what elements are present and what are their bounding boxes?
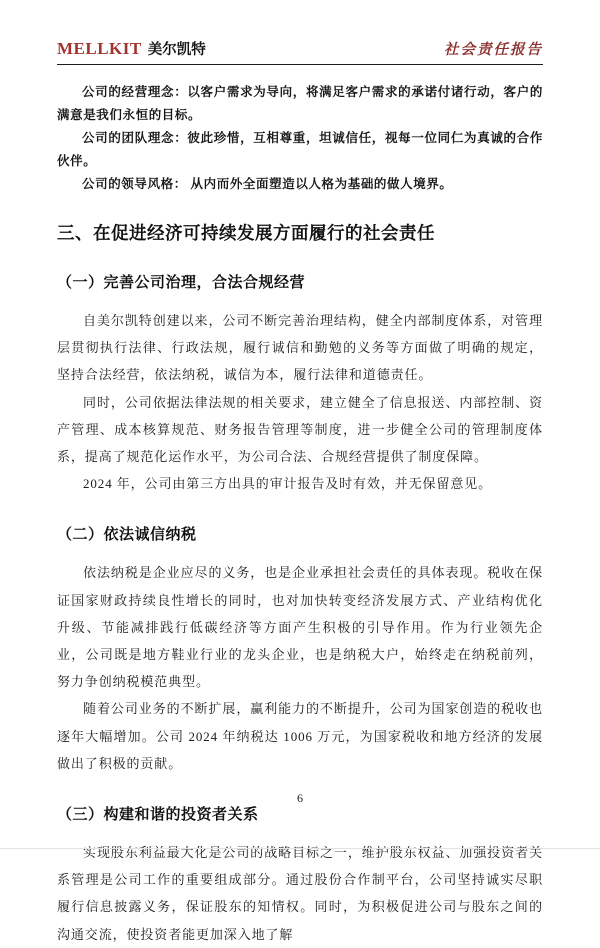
body-paragraph: 2024 年，公司由第三方出具的审计报告及时有效，并无保留意见。 xyxy=(83,476,493,492)
logo-latin-text: MELLKIT xyxy=(57,39,142,58)
intro-paragraph: 公司的经营理念：以客户需求为导向，将满足客户需求的承诺付诸行动，客户的满意是我们永恒的目标。 xyxy=(57,85,543,122)
page-number: 6 xyxy=(297,791,303,805)
company-logo xyxy=(57,38,206,59)
subsection-title-2: （二）依法诚信纳税 xyxy=(57,526,197,544)
body-paragraph: 依法纳税是企业应尽的义务，也是企业承担社会责任的具体表现。税收在保证国家财政持续良性增长的同时，也对加快转变经济发展方式、产业结构优化升级、节能减排践行低碳经济等方面产生积极的引导作用。作为行业领先企业，公司既是地方鞋业行业的龙头企业，也是纳税大户，始终走在纳税前列，努力争创纳税模范典型。 xyxy=(57,565,543,690)
page-content xyxy=(57,81,543,948)
body-paragraph: 同时，公司依据法律法规的相关要求，建立健全了信息报送、内部控制、资产管理、成本核算规范、财务报告管理等制度，进一步健全公司的管理制度体系，提高了规范化运作水平，为公司合法、合规经营提供了制度保障。 xyxy=(57,394,543,465)
intro-paragraph: 公司的团队理念：彼此珍惜，互相尊重，坦诚信任，视每一位同仁为真诚的合作伙伴。 xyxy=(57,131,543,168)
logo-chinese-text: 美尔凯特 xyxy=(147,42,206,58)
body-paragraph: 随着公司业务的不断扩展，赢利能力的不断提升，公司为国家创造的税收也逐年大幅增加。公司 2024 年纳税达 1006 万元，为国家税收和地方经济的发展做出了积极的贡献。 xyxy=(57,701,543,771)
report-title: 社会责任报告 xyxy=(444,42,543,58)
intro-paragraph: 公司的领导风格： 从内而外全面塑造以人格为基础的做人境界。 xyxy=(82,177,453,191)
body-paragraph: 实现股东利益最大化是公司的战略目标之一，维护股东权益、加强投资者关系管理是公司工作的重要组成部分。通过股份合作制平台，公司坚持诚实尽职履行信息披露义务，保证股东的知情权。同时，为积极促进公司与股东之间的沟通交流，使投资者能更加深入地了解 xyxy=(57,845,543,942)
intro-block xyxy=(57,81,543,196)
subsection-title-3: （三）构建和谐的投资者关系 xyxy=(57,806,259,824)
subsection-title-1: （一）完善公司治理，合法合规经营 xyxy=(57,274,306,291)
section-heading: 三、在促进经济可持续发展方面履行的社会责任 xyxy=(57,223,435,243)
body-paragraph: 自美尔凯特创建以来，公司不断完善治理结构，健全内部制度体系，对管理层贯彻执行法律、行政法规，履行诚信和勤勉的义务等方面做了明确的规定，坚持合法经营，依法纳税，诚信为本，履行法律和道德责任。 xyxy=(57,313,543,383)
page-header xyxy=(57,38,543,65)
